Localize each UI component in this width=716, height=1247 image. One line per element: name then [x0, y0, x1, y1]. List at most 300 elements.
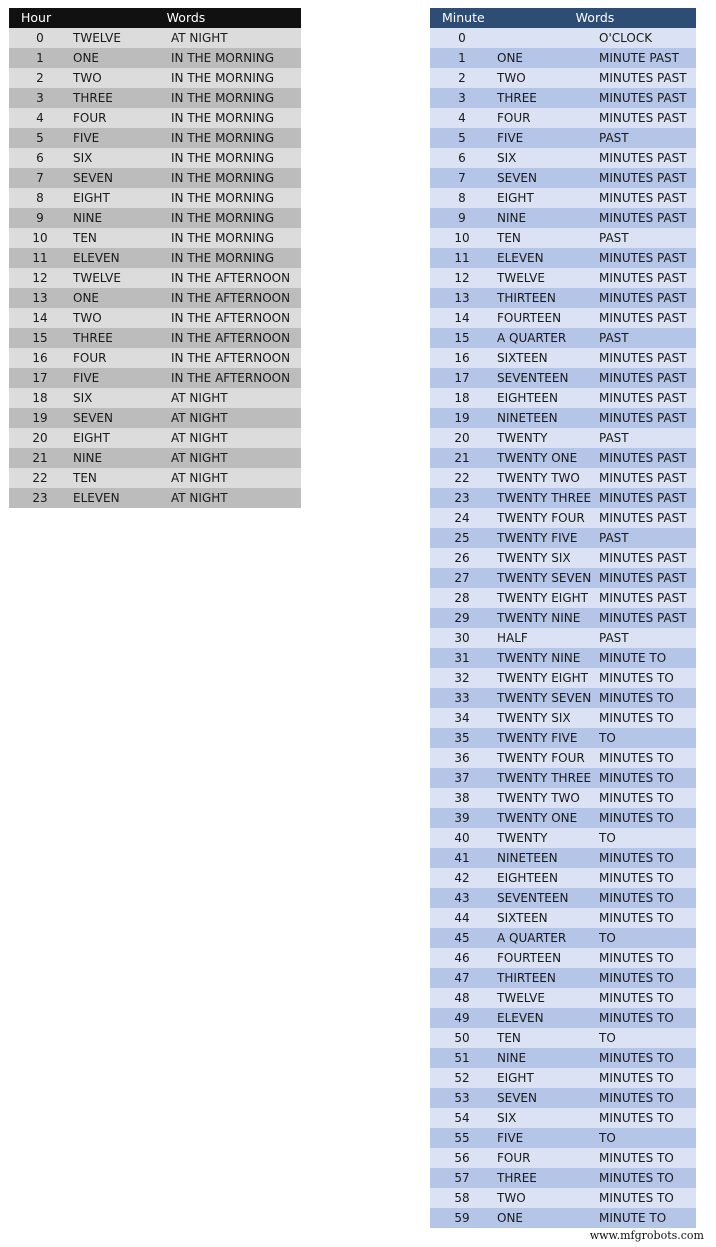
suffix-word-cell: MINUTES TO: [596, 988, 696, 1008]
minute-words-column-header: Words: [494, 8, 696, 28]
hour-words-column-header: Words: [71, 8, 301, 28]
minute-row: [430, 288, 696, 308]
number-cell: 50: [430, 1028, 494, 1048]
number-cell: 5: [9, 128, 71, 148]
number-cell: 10: [430, 228, 494, 248]
number-cell: 13: [9, 288, 71, 308]
minute-row: [430, 1028, 696, 1048]
minute-row: [430, 688, 696, 708]
minute-table-header-row: [430, 8, 696, 28]
number-cell: 12: [9, 268, 71, 288]
number-cell: 18: [430, 388, 494, 408]
suffix-word-cell: MINUTES TO: [596, 1008, 696, 1028]
number-cell: 44: [430, 908, 494, 928]
minute-row: [430, 428, 696, 448]
number-cell: 7: [430, 168, 494, 188]
number-word-cell: NINETEEN: [494, 848, 596, 868]
number-cell: 4: [430, 108, 494, 128]
hour-column-header: Hour: [9, 8, 71, 28]
minute-row: [430, 228, 696, 248]
number-word-cell: TWENTY FIVE: [494, 728, 596, 748]
number-word-cell: FIVE: [494, 1128, 596, 1148]
minute-row: [430, 348, 696, 368]
number-cell: 19: [430, 408, 494, 428]
suffix-word-cell: MINUTES PAST: [596, 408, 696, 428]
minute-row: [430, 668, 696, 688]
suffix-word-cell: AT NIGHT: [169, 388, 301, 408]
suffix-word-cell: TO: [596, 1128, 696, 1148]
watermark-text: www.mfgrobots.com: [589, 1229, 704, 1242]
minute-row: [430, 708, 696, 728]
hour-row: [9, 448, 301, 468]
hour-row: [9, 68, 301, 88]
minute-row: [430, 788, 696, 808]
number-cell: 12: [430, 268, 494, 288]
hour-row: [9, 28, 301, 48]
minute-row: [430, 948, 696, 968]
number-cell: 11: [9, 248, 71, 268]
number-cell: 37: [430, 768, 494, 788]
number-word-cell: NINE: [494, 1048, 596, 1068]
suffix-word-cell: IN THE MORNING: [169, 208, 301, 228]
hour-row: [9, 428, 301, 448]
suffix-word-cell: MINUTES PAST: [596, 488, 696, 508]
minute-row: [430, 48, 696, 68]
number-word-cell: SIX: [71, 148, 169, 168]
number-cell: 21: [9, 448, 71, 468]
number-cell: 3: [430, 88, 494, 108]
hour-row: [9, 368, 301, 388]
number-word-cell: TWENTY: [494, 828, 596, 848]
number-word-cell: FIVE: [71, 128, 169, 148]
number-word-cell: TWO: [71, 68, 169, 88]
number-cell: 17: [430, 368, 494, 388]
number-cell: 0: [9, 28, 71, 48]
suffix-word-cell: AT NIGHT: [169, 488, 301, 508]
minute-row: [430, 528, 696, 548]
suffix-word-cell: AT NIGHT: [169, 408, 301, 428]
minute-row: [430, 1128, 696, 1148]
number-cell: 53: [430, 1088, 494, 1108]
suffix-word-cell: IN THE MORNING: [169, 188, 301, 208]
number-word-cell: FOUR: [494, 108, 596, 128]
minute-row: [430, 908, 696, 928]
minute-row: [430, 268, 696, 288]
number-cell: 54: [430, 1108, 494, 1128]
number-word-cell: NINE: [494, 208, 596, 228]
suffix-word-cell: IN THE MORNING: [169, 68, 301, 88]
suffix-word-cell: PAST: [596, 628, 696, 648]
number-word-cell: SEVEN: [494, 168, 596, 188]
suffix-word-cell: MINUTES PAST: [596, 208, 696, 228]
number-cell: 49: [430, 1008, 494, 1028]
number-cell: 7: [9, 168, 71, 188]
suffix-word-cell: IN THE AFTERNOON: [169, 328, 301, 348]
number-cell: 10: [9, 228, 71, 248]
hour-row: [9, 228, 301, 248]
suffix-word-cell: MINUTES PAST: [596, 588, 696, 608]
number-cell: 55: [430, 1128, 494, 1148]
number-cell: 15: [430, 328, 494, 348]
minute-row: [430, 368, 696, 388]
minute-row: [430, 1048, 696, 1068]
number-cell: 9: [9, 208, 71, 228]
number-word-cell: TWENTY: [494, 428, 596, 448]
number-word-cell: TWENTY ONE: [494, 808, 596, 828]
minute-row: [430, 388, 696, 408]
suffix-word-cell: MINUTES TO: [596, 1048, 696, 1068]
hour-row: [9, 48, 301, 68]
hour-row: [9, 128, 301, 148]
suffix-word-cell: IN THE MORNING: [169, 128, 301, 148]
suffix-word-cell: MINUTES TO: [596, 968, 696, 988]
number-word-cell: FOURTEEN: [494, 948, 596, 968]
number-word-cell: TWENTY FIVE: [494, 528, 596, 548]
number-word-cell: TEN: [494, 1028, 596, 1048]
number-cell: 57: [430, 1168, 494, 1188]
suffix-word-cell: MINUTES PAST: [596, 268, 696, 288]
hour-row: [9, 208, 301, 228]
suffix-word-cell: IN THE AFTERNOON: [169, 268, 301, 288]
suffix-word-cell: IN THE MORNING: [169, 248, 301, 268]
minute-row: [430, 128, 696, 148]
suffix-word-cell: MINUTES PAST: [596, 148, 696, 168]
number-cell: 27: [430, 568, 494, 588]
hour-row: [9, 248, 301, 268]
number-cell: 22: [9, 468, 71, 488]
minute-row: [430, 848, 696, 868]
suffix-word-cell: MINUTES PAST: [596, 608, 696, 628]
suffix-word-cell: MINUTES PAST: [596, 568, 696, 588]
number-word-cell: [494, 28, 596, 48]
number-cell: 25: [430, 528, 494, 548]
minute-row: [430, 408, 696, 428]
suffix-word-cell: MINUTES TO: [596, 1088, 696, 1108]
minute-row: [430, 1148, 696, 1168]
number-cell: 8: [9, 188, 71, 208]
minute-row: [430, 1168, 696, 1188]
hour-row: [9, 348, 301, 368]
number-cell: 33: [430, 688, 494, 708]
number-cell: 23: [9, 488, 71, 508]
suffix-word-cell: MINUTES TO: [596, 768, 696, 788]
suffix-word-cell: MINUTES PAST: [596, 548, 696, 568]
number-cell: 48: [430, 988, 494, 1008]
number-word-cell: ONE: [71, 48, 169, 68]
number-word-cell: TWELVE: [494, 268, 596, 288]
suffix-word-cell: PAST: [596, 428, 696, 448]
minute-row: [430, 1188, 696, 1208]
hour-row: [9, 108, 301, 128]
number-cell: 20: [430, 428, 494, 448]
number-word-cell: ELEVEN: [71, 488, 169, 508]
number-cell: 38: [430, 788, 494, 808]
number-cell: 8: [430, 188, 494, 208]
minute-row: [430, 488, 696, 508]
suffix-word-cell: MINUTES PAST: [596, 348, 696, 368]
number-word-cell: TWENTY THREE: [494, 488, 596, 508]
suffix-word-cell: TO: [596, 928, 696, 948]
number-cell: 5: [430, 128, 494, 148]
suffix-word-cell: PAST: [596, 128, 696, 148]
number-word-cell: A QUARTER: [494, 328, 596, 348]
suffix-word-cell: MINUTES TO: [596, 788, 696, 808]
number-word-cell: EIGHT: [494, 188, 596, 208]
suffix-word-cell: MINUTES PAST: [596, 448, 696, 468]
hour-row: [9, 188, 301, 208]
hour-row: [9, 408, 301, 428]
number-word-cell: TWENTY FOUR: [494, 748, 596, 768]
suffix-word-cell: MINUTES PAST: [596, 368, 696, 388]
suffix-word-cell: MINUTES TO: [596, 888, 696, 908]
number-cell: 2: [9, 68, 71, 88]
number-cell: 47: [430, 968, 494, 988]
number-word-cell: TWELVE: [71, 268, 169, 288]
number-word-cell: ONE: [494, 1208, 596, 1228]
number-word-cell: SEVEN: [494, 1088, 596, 1108]
suffix-word-cell: MINUTES PAST: [596, 308, 696, 328]
number-word-cell: TEN: [494, 228, 596, 248]
suffix-word-cell: MINUTE TO: [596, 648, 696, 668]
number-word-cell: THIRTEEN: [494, 288, 596, 308]
suffix-word-cell: MINUTE PAST: [596, 48, 696, 68]
suffix-word-cell: MINUTES TO: [596, 868, 696, 888]
suffix-word-cell: MINUTES PAST: [596, 468, 696, 488]
number-word-cell: SEVEN: [71, 168, 169, 188]
number-cell: 1: [9, 48, 71, 68]
suffix-word-cell: AT NIGHT: [169, 28, 301, 48]
number-cell: 34: [430, 708, 494, 728]
minute-row: [430, 768, 696, 788]
minute-row: [430, 468, 696, 488]
number-word-cell: TWO: [494, 68, 596, 88]
number-word-cell: FOUR: [71, 108, 169, 128]
number-word-cell: SEVEN: [71, 408, 169, 428]
minute-table-body: [430, 28, 696, 1228]
number-cell: 17: [9, 368, 71, 388]
number-word-cell: NINETEEN: [494, 408, 596, 428]
number-cell: 36: [430, 748, 494, 768]
minute-row: [430, 448, 696, 468]
minute-row: [430, 588, 696, 608]
number-word-cell: ELEVEN: [494, 248, 596, 268]
minute-row: [430, 928, 696, 948]
number-word-cell: SEVENTEEN: [494, 888, 596, 908]
suffix-word-cell: IN THE AFTERNOON: [169, 308, 301, 328]
number-cell: 19: [9, 408, 71, 428]
number-word-cell: SIX: [71, 388, 169, 408]
number-cell: 22: [430, 468, 494, 488]
suffix-word-cell: MINUTES TO: [596, 808, 696, 828]
number-word-cell: ELEVEN: [71, 248, 169, 268]
minute-words-table: [430, 8, 696, 1228]
suffix-word-cell: MINUTES PAST: [596, 88, 696, 108]
suffix-word-cell: MINUTE TO: [596, 1208, 696, 1228]
minute-row: [430, 808, 696, 828]
suffix-word-cell: TO: [596, 1028, 696, 1048]
hour-row: [9, 88, 301, 108]
number-word-cell: TWO: [494, 1188, 596, 1208]
minute-row: [430, 88, 696, 108]
minute-row: [430, 828, 696, 848]
number-word-cell: NINE: [71, 208, 169, 228]
number-cell: 30: [430, 628, 494, 648]
hour-row: [9, 308, 301, 328]
minute-row: [430, 168, 696, 188]
number-word-cell: ONE: [494, 48, 596, 68]
suffix-word-cell: MINUTES TO: [596, 1108, 696, 1128]
number-cell: 43: [430, 888, 494, 908]
hour-row: [9, 388, 301, 408]
minute-row: [430, 68, 696, 88]
minute-row: [430, 188, 696, 208]
number-word-cell: TWELVE: [71, 28, 169, 48]
number-cell: 28: [430, 588, 494, 608]
number-word-cell: TEN: [71, 468, 169, 488]
number-cell: 56: [430, 1148, 494, 1168]
suffix-word-cell: PAST: [596, 328, 696, 348]
minute-row: [430, 728, 696, 748]
minute-row: [430, 308, 696, 328]
suffix-word-cell: TO: [596, 828, 696, 848]
number-word-cell: EIGHTEEN: [494, 868, 596, 888]
number-cell: 52: [430, 1068, 494, 1088]
number-word-cell: TWENTY FOUR: [494, 508, 596, 528]
minute-row: [430, 1088, 696, 1108]
suffix-word-cell: MINUTES TO: [596, 708, 696, 728]
suffix-word-cell: IN THE MORNING: [169, 108, 301, 128]
minute-row: [430, 508, 696, 528]
number-cell: 41: [430, 848, 494, 868]
number-word-cell: THREE: [494, 88, 596, 108]
number-cell: 40: [430, 828, 494, 848]
minute-row: [430, 208, 696, 228]
number-cell: 14: [430, 308, 494, 328]
suffix-word-cell: MINUTES TO: [596, 1188, 696, 1208]
minute-row: [430, 548, 696, 568]
suffix-word-cell: MINUTES TO: [596, 1068, 696, 1088]
suffix-word-cell: AT NIGHT: [169, 428, 301, 448]
number-word-cell: TWENTY NINE: [494, 608, 596, 628]
number-word-cell: EIGHT: [71, 188, 169, 208]
suffix-word-cell: PAST: [596, 228, 696, 248]
minute-row: [430, 568, 696, 588]
minute-row: [430, 328, 696, 348]
number-cell: 18: [9, 388, 71, 408]
number-word-cell: FOUR: [71, 348, 169, 368]
suffix-word-cell: TO: [596, 728, 696, 748]
number-cell: 46: [430, 948, 494, 968]
hour-row: [9, 148, 301, 168]
number-word-cell: TEN: [71, 228, 169, 248]
suffix-word-cell: MINUTES TO: [596, 948, 696, 968]
number-cell: 29: [430, 608, 494, 628]
suffix-word-cell: O'CLOCK: [596, 28, 696, 48]
suffix-word-cell: AT NIGHT: [169, 468, 301, 488]
hour-table-body: [9, 28, 301, 508]
number-word-cell: TWENTY NINE: [494, 648, 596, 668]
suffix-word-cell: MINUTES TO: [596, 908, 696, 928]
suffix-word-cell: MINUTES PAST: [596, 248, 696, 268]
suffix-word-cell: MINUTES PAST: [596, 288, 696, 308]
number-word-cell: A QUARTER: [494, 928, 596, 948]
minute-row: [430, 988, 696, 1008]
number-cell: 32: [430, 668, 494, 688]
minute-row: [430, 608, 696, 628]
number-cell: 9: [430, 208, 494, 228]
number-cell: 1: [430, 48, 494, 68]
number-cell: 31: [430, 648, 494, 668]
number-cell: 59: [430, 1208, 494, 1228]
number-word-cell: TWELVE: [494, 988, 596, 1008]
number-word-cell: SIXTEEN: [494, 348, 596, 368]
number-word-cell: TWENTY TWO: [494, 788, 596, 808]
suffix-word-cell: MINUTES PAST: [596, 188, 696, 208]
minute-row: [430, 28, 696, 48]
suffix-word-cell: AT NIGHT: [169, 448, 301, 468]
number-cell: 42: [430, 868, 494, 888]
number-word-cell: THREE: [71, 328, 169, 348]
number-cell: 35: [430, 728, 494, 748]
number-cell: 20: [9, 428, 71, 448]
number-word-cell: EIGHT: [71, 428, 169, 448]
suffix-word-cell: MINUTES PAST: [596, 168, 696, 188]
number-word-cell: TWENTY SIX: [494, 548, 596, 568]
number-cell: 23: [430, 488, 494, 508]
number-word-cell: TWENTY EIGHT: [494, 668, 596, 688]
number-cell: 51: [430, 1048, 494, 1068]
minute-row: [430, 1108, 696, 1128]
number-word-cell: TWENTY ONE: [494, 448, 596, 468]
number-cell: 13: [430, 288, 494, 308]
suffix-word-cell: MINUTES TO: [596, 1148, 696, 1168]
suffix-word-cell: MINUTES TO: [596, 1168, 696, 1188]
minute-row: [430, 148, 696, 168]
hour-row: [9, 268, 301, 288]
hour-words-table: [9, 8, 301, 508]
suffix-word-cell: MINUTES PAST: [596, 108, 696, 128]
number-cell: 45: [430, 928, 494, 948]
number-cell: 0: [430, 28, 494, 48]
number-cell: 6: [430, 148, 494, 168]
minute-row: [430, 1208, 696, 1228]
number-word-cell: ONE: [71, 288, 169, 308]
minute-row: [430, 748, 696, 768]
number-word-cell: TWENTY TWO: [494, 468, 596, 488]
minute-row: [430, 628, 696, 648]
number-cell: 58: [430, 1188, 494, 1208]
hour-row: [9, 288, 301, 308]
number-word-cell: THREE: [494, 1168, 596, 1188]
suffix-word-cell: IN THE MORNING: [169, 48, 301, 68]
number-cell: 16: [9, 348, 71, 368]
minute-row: [430, 648, 696, 668]
number-cell: 14: [9, 308, 71, 328]
number-word-cell: FIVE: [494, 128, 596, 148]
number-word-cell: EIGHT: [494, 1068, 596, 1088]
number-word-cell: SIXTEEN: [494, 908, 596, 928]
hour-row: [9, 328, 301, 348]
hour-table-header-row: [9, 8, 301, 28]
suffix-word-cell: IN THE MORNING: [169, 88, 301, 108]
minute-row: [430, 248, 696, 268]
suffix-word-cell: MINUTES PAST: [596, 508, 696, 528]
number-cell: 4: [9, 108, 71, 128]
suffix-word-cell: IN THE AFTERNOON: [169, 348, 301, 368]
number-cell: 6: [9, 148, 71, 168]
number-word-cell: TWO: [71, 308, 169, 328]
number-word-cell: TWENTY SEVEN: [494, 688, 596, 708]
